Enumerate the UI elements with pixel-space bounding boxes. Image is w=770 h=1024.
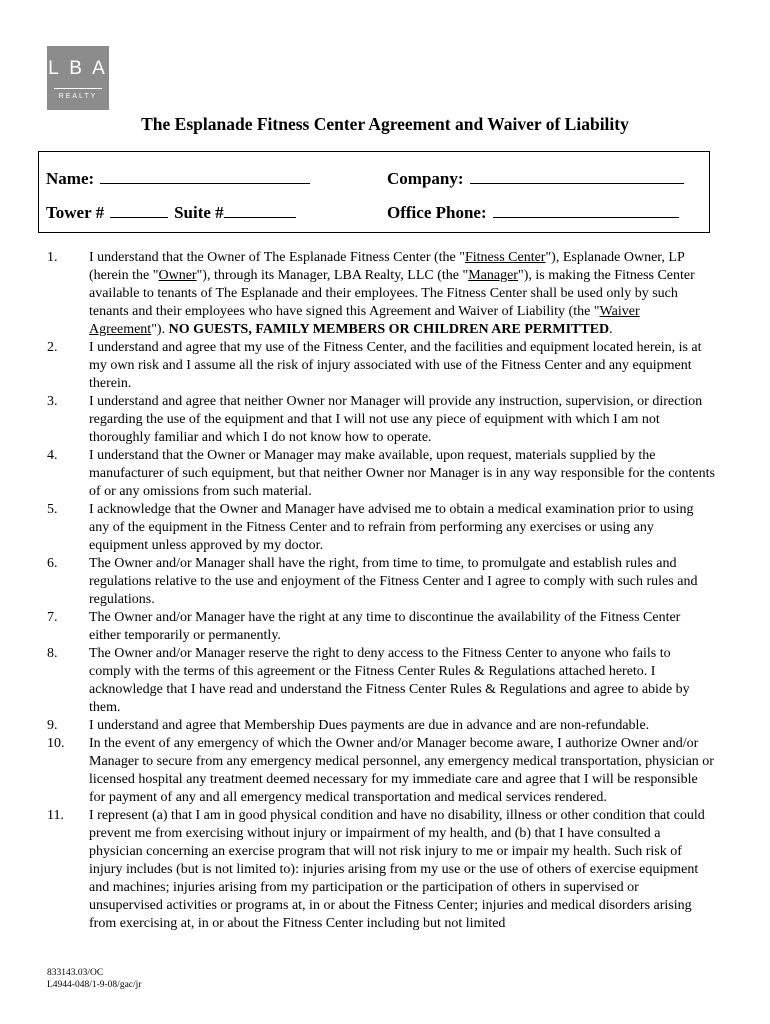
defined-term-manager: Manager	[468, 268, 518, 283]
item-text: I understand that the Owner or Manager may make available, upon request, materials supplied by the manufacturer of such equipment, but that neither Owner nor Manager is in any way responsible for the contents of or any omissions from such material.	[89, 448, 715, 499]
logo-divider	[54, 88, 102, 89]
tower-label: Tower #	[46, 203, 105, 222]
list-item	[47, 735, 715, 807]
name-blank[interactable]	[100, 169, 310, 184]
office-phone-field	[387, 203, 679, 223]
defined-term-waiver-agreement: Waiver Agreement	[89, 304, 640, 337]
item-text: In the event of any emergency of which the Owner and/or Manager become aware, I authorize Owner and/or Manager to secure from any emergency medical personnel, any emergency medical transportation, physician or licensed hospital any treatment deemed necessary for my immediate care and agree that I will be responsible for payment of any and all emergency medical transportation and medical services rendered.	[89, 736, 714, 805]
office-phone-blank[interactable]	[493, 203, 679, 218]
item-number: 11.	[47, 808, 64, 823]
lba-realty-logo	[47, 46, 109, 110]
item-text: The Owner and/or Manager reserve the right to deny access to the Fitness Center to anyone who fails to comply with the terms of this agreement or the Fitness Center Rules & Regulations attached hereto. I acknowledge that I have read and understand the Fitness Center Rules & Regulations and agree to abide by them.	[89, 646, 690, 715]
list-item	[47, 609, 715, 645]
item-number: 1.	[47, 250, 58, 265]
office-phone-label: Office Phone:	[387, 203, 487, 222]
list-item	[47, 339, 715, 393]
item-number: 9.	[47, 718, 58, 733]
company-label: Company:	[387, 169, 464, 188]
item-text: I understand that the Owner of The Esplanade Fitness Center (the "Fitness Center"), Esplanade Owner, LP (herein the "Owner"), through its Manager, LBA Realty, LLC (the "Manager"), is making the Fitness Center available to tenants of The Esplanade and their employees. The Fitness Center shall be used only by such tenants and their employees who have signed this Agreement and Waiver of Liability (the "Waiver Agreement"). NO GUESTS, FAMILY MEMBERS OR CHILDREN ARE PERMITTED.	[89, 250, 695, 337]
agreement-terms-list	[47, 249, 715, 933]
logo-letters: L B A	[48, 58, 108, 79]
document-title: The Esplanade Fitness Center Agreement and Waiver of Liability	[141, 114, 629, 134]
item-text: I understand and agree that neither Owner nor Manager will provide any instruction, supervision, or direction regarding the use of the equipment and that I will not use any piece of equipment with which I am not thoroughly familiar and which I do not know how to operate.	[89, 394, 703, 445]
item-number: 7.	[47, 610, 58, 625]
list-item	[47, 393, 715, 447]
list-item	[47, 645, 715, 717]
name-field	[46, 169, 310, 189]
tower-blank[interactable]	[110, 203, 168, 218]
list-item	[47, 447, 715, 501]
name-label: Name:	[46, 169, 95, 188]
item-text: I acknowledge that the Owner and Manager have advised me to obtain a medical examination prior to using any of the equipment in the Fitness Center and to refrain from performing any exercises or using any equipment unless approved by my doctor.	[89, 502, 694, 553]
list-item	[47, 807, 715, 933]
item-number: 4.	[47, 448, 58, 463]
item-number: 10.	[47, 736, 65, 751]
defined-term-fitness-center: Fitness Center	[464, 250, 546, 265]
no-guests-notice: NO GUESTS, FAMILY MEMBERS OR CHILDREN ARE PERMITTED	[168, 322, 610, 337]
item-number: 2.	[47, 340, 58, 355]
list-item	[47, 501, 715, 555]
item-number: 6.	[47, 556, 58, 571]
item-text: I understand and agree that my use of the Fitness Center, and the facilities and equipment located herein, is at my own risk and I assume all the risk of injury associated with use of the Fitness Center and any equipment therein.	[89, 340, 702, 391]
list-item	[47, 555, 715, 609]
item-text: The Owner and/or Manager have the right at any time to discontinue the availability of the Fitness Center either temporarily or permanently.	[89, 610, 681, 643]
item-text: I represent (a) that I am in good physical condition and have no disability, illness or other condition that could prevent me from exercising without injury or impairment of my health, and (b) that I have consulted a physician concerning an exercise program that will not risk injury to me or impair my health. Such risk of injury includes (but is not limited to): injuries arising from my use or the use of others of exercise equipment and machines; injuries arising from my participation or the participation of others in supervised or unsupervised activities or programs at, in or about the Fitness Center; injuries and medical disorders arising from exercising at, in or about the Fitness Center including but not limited	[89, 808, 705, 931]
list-item	[47, 249, 715, 339]
suite-blank[interactable]	[224, 203, 296, 218]
item-number: 5.	[47, 502, 58, 517]
item-text: I understand and agree that Membership Dues payments are due in advance and are non-refundable.	[89, 718, 650, 733]
defined-term-owner: Owner	[158, 268, 197, 283]
logo-subtitle: REALTY	[58, 93, 98, 100]
document-footer	[47, 967, 141, 991]
item-number: 3.	[47, 394, 58, 409]
company-blank[interactable]	[470, 169, 684, 184]
footer-ref: L4944-048/1-9-08/gac/jr	[47, 980, 142, 990]
member-info-box	[38, 151, 710, 233]
footer-doc-id: 833143.03/OC	[47, 968, 104, 978]
suite-label: Suite #	[174, 203, 224, 222]
company-field	[387, 169, 684, 189]
tower-suite-field	[46, 203, 296, 223]
item-text: The Owner and/or Manager shall have the right, from time to time, to promulgate and establish rules and regulations relative to the use and enjoyment of the Fitness Center and I agree to comply with such rules and regulations.	[89, 556, 698, 607]
list-item	[47, 717, 715, 735]
item-number: 8.	[47, 646, 58, 661]
